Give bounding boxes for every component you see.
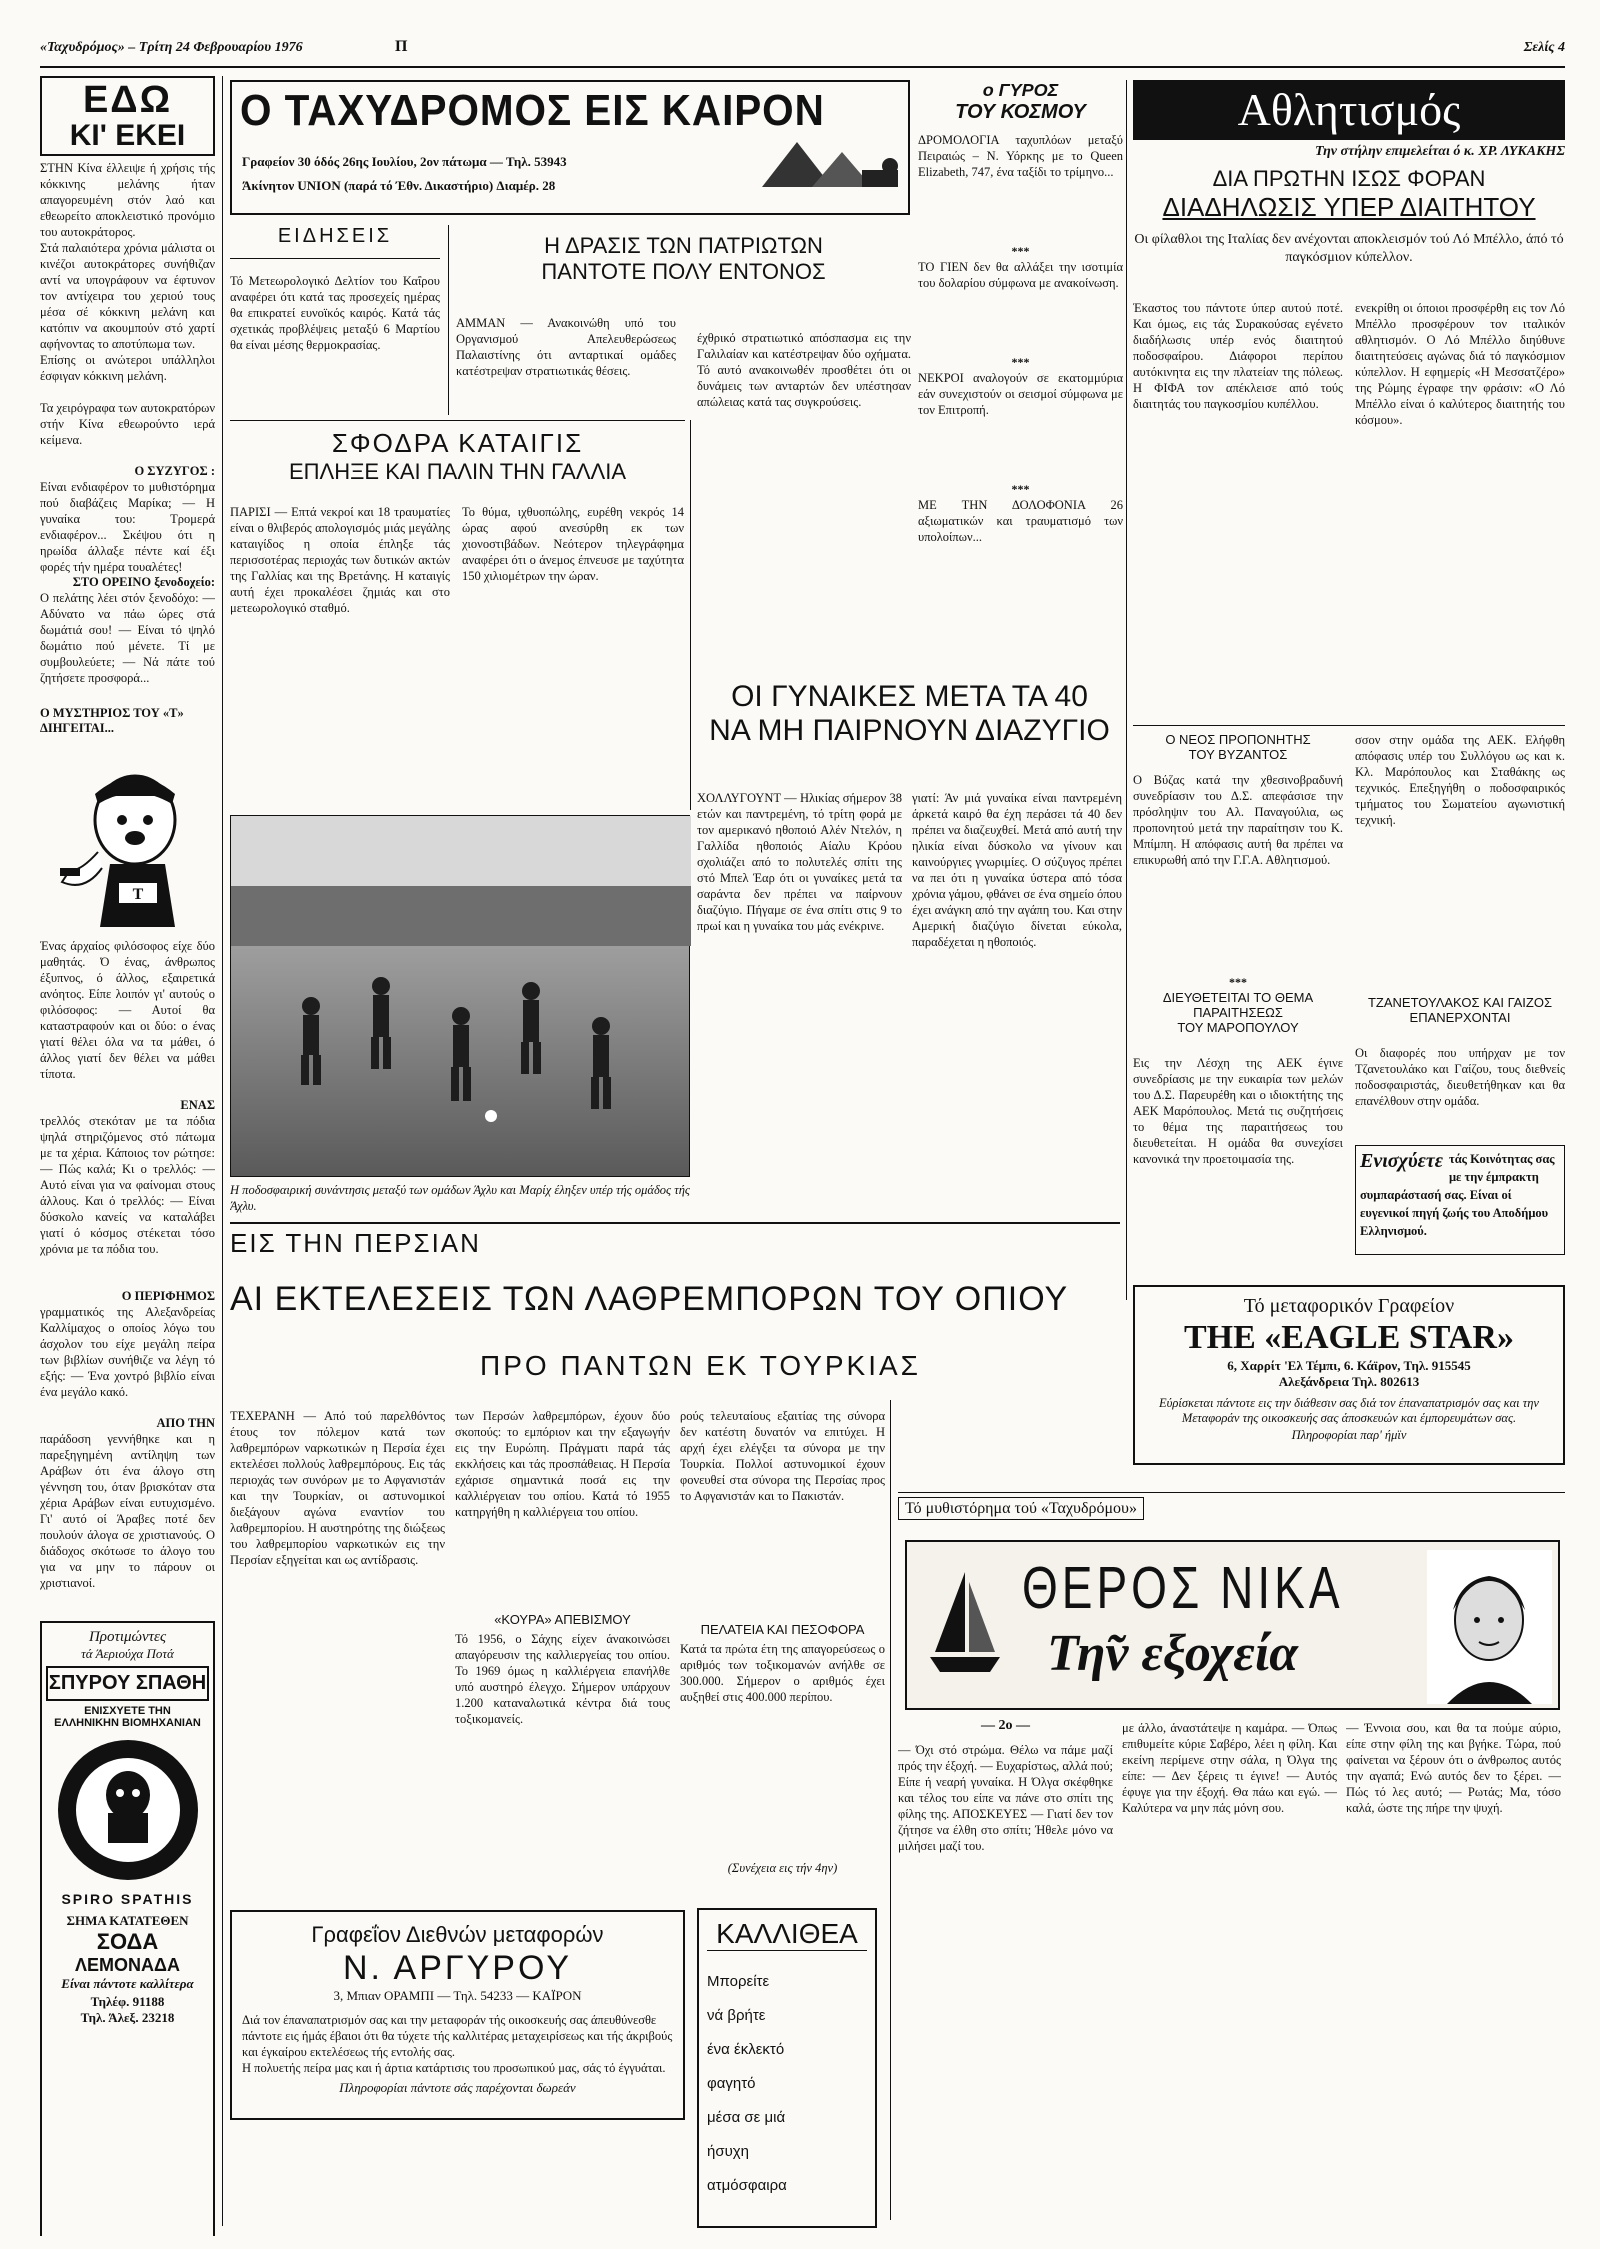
persia-col2 [455,1408,670,1898]
ad-eagle-address: 6, Χαρρίτ 'Ελ Τέμπι, 6. Κάϊρον, Τηλ. 915545 [1227,1358,1471,1373]
persia-sub: ΠΡΟ ΠΑΝΤΩΝ ΕΚ ΤΟΥΡΚΙΑΣ [480,1350,921,1381]
patriots-c2-text: έχθρικό στρατιωτικό απόσπασμα εις την Γαλιλαίαν και κατέστρεψαν δύο οχήματα. Τό αυτό ανακοινωθέν προσθέτει ότι οι δυνάμεις των ανταρτών δεν υπέστησαν απώλειας κατά τας συγκρούσεις. [697,331,911,409]
novel-c2: με άλλο, άναστάτεψε η καμάρα. — Όπως επιθυμείτε κύριε Σαβέρο, λέει η φίλη. Και εκείνη περίμενε στην σάλα, η Όλγα της είπε: — Δεν ξέρεις τι έγινε! — Αυτός έφυγε για την έξοχή. Θα πάω και εγώ. — Καλύτερα να μην πάς μόνη σου. [1122,1721,1337,1815]
persia-head: ΑΙ ΕΚΤΕΛΕΣΕΙΣ ΤΩΝ ΛΑΘΡΕΜΠΟΡΩΝ ΤΟΥ ΟΠΙΟΥ [230,1280,1069,1318]
athletics-c1: Έκαστος του πάντοτε ύπερ αυτού ποτέ. Και όμως, εις τάς Συρακούσας εγένετο διαδήλωσις υπέρ ενός διαιτητού ποδοσφαίρου. Διάφοροι περίπου αυτόκινητα εις την πλατείαν της πόλεως. Η ΦΙΦΑ τον απέκλεισε από τούς διαιτητάς του παγκοσμίου κυπέλλου. [1133,301,1343,411]
ad-argyrou-body: Διά τον έπαναπατρισμόν σας και την μεταφοράν τής οικοσκευής σας άπευθύνεσθε πάντοτε εις ήμάς έβαιοι ότι θα τύχετε τής καλλιτέρας μεταχειρίσεως και τής άκριβούς και έγκαίρου εκτελέσεως τής εντολής σας. [242,2013,673,2059]
sailboat-icon [925,1562,1005,1682]
storm-c2: Το θύμα, ιχθυοπώλης, ευρέθη νεκρός 14 ώρας αφού ανεσύρθη εκ των χιονοστιβάδων. Νεότερον τηλεγράφημα αναφέρει ότι ο άνεμος έπνευσε με ταχύτητα 150 χιλιομέτρων την ώραν. [462,505,684,583]
aek [1133,975,1565,1265]
persia-kicker: ΕΙΣ ΤΗΝ ΠΕΡΣΙΑΝ [230,1228,481,1258]
ad-kallithea-line: μέσα σε μιά [707,2109,786,2126]
ad-kallithea-line: ήσυχη [707,2143,750,2160]
masthead-address2: Άκίνητον UNION (παρά τό Έθν. Δικαστήριο) Διαμέρ. 28 [242,178,556,193]
women-c1: ΧΟΛΛΥΓΟΥΝΤ — Ηλικίας σήμερον 38 ετών και παντρεμένη, τό τρίτη φορά με τον αμερικανό ηθοποιό Αλέν Ντελόν, η Γαλλίδα ηθοποιός Αίαλυ Κρόου σχολιάζει από το πολυτελές σπίτι της στό Μπελ Έαρ ότι οι γυναίκες μετά τα σαράντα δεν πρέπει να παίρνουν διαζύγιο. Πήγαμε σε ένα σπίτι στις 9 το πρωί και η γυναίκα του μάς ενέκρινε. [697,791,902,933]
gyros-p1: ΔΡΟΜΟΛΟΓΙΑ ταχυπλόων μεταξύ Πειραιώς – Ν. Υόρκης με το Queen Elizabeth, 747, ένα ταξίδι το τρίμηνο... [918,133,1123,179]
ad-argyrou [230,1910,685,2120]
aek-head3: ΤΟΥ ΜΑΡΟΠΟΥΛΟΥ [1177,1020,1299,1035]
persia-c2: των Περσών λαθρεμπόρων, έχουν δύο σκοπούς: το εμπόριον και την εξαγωγήν εις την Ευρώπη. Πράγματι παρά τάς εκκλήσεις και τάς προσπάθειας. Η Περσία εχάρισε σημαντικά ποσά εις την καλλιέργειαν του οπίου. Κατά τό 1955 κατηργήθη η καλλιέργεια του οπίου. [455,1409,670,1519]
coach [1133,732,1565,972]
persia-right-rule [890,1400,891,2220]
ad-spathi-product2: ΛΕΜΟΝΑΔΑ [75,1955,180,1975]
persia-c1: ΤΕΧΕΡΑΝΗ — Από τού παρελθόντος έτους τον πόλεμον κατά των λαθρεμπόρων ναρκωτικών η Περσία έχει εκτελέσει πολλούς λαθρεμπόρους. Εις τάς περιοχάς των συνόρων με το Αφγανιστάν και την Τουρκίαν, οι αστυνομικοί διεξάγουν αγώνα εναντίον του λαθρεμπορίου. Η αυστηρότης της διώξεως του λαθρεμπορίου ναρκωτικών εις την Περσίαν εξηγείται και ως αντίδρασις. [230,1409,445,1567]
storm-c1: ΠΑΡΙΣΙ — Επτά νεκροί και 18 τραυματίες είναι ο θλιβερός απολογισμός μιάς μεγάλης καταιγίδος η οποία έπληξε τάς περισσοτέρας περιοχάς των δυτικών ακτών της Γαλλίας και της Βρετάνης. Η καταιγίς αυτή έχει προκαλέσει ζημιάς και στο μετεωρολογικό σταθμό. [230,505,450,615]
aek-sep: *** [1229,975,1247,989]
edo-title-line1: ΕΔΩ [82,79,173,121]
novel-episode: — 2ο — [981,1718,1030,1733]
ad-kallithea-name: ΚΑΛΛΙΘΕΑ [707,1918,867,1951]
edo-p9: γραμματικός της Αλεξανδρείας Καλλίμαχος ο οποίος λόγω του άσχολον του είχε μεγάλη πείρα των βιβλίων συνήθιζε να λέγη τό εξής: — Ένα χοντρό βιβλίο είναι ένα μεγάλο κακό. [40,1305,215,1399]
ad-spathi-phone1: Τηλέφ. 91188 [90,1994,165,2009]
ad-spathi-line4: ΕΛΛΗΝΙΚΗΝ ΒΙΟΜΗΧΑΝΙΑΝ [54,1717,201,1729]
gyros [918,80,1123,650]
edo-p5: Είναι ενδιαφέρον το μυθιστόρημα πού διαβάζεις Μαρίκα; — Η γυναίκα του: Τρομερά ενδιαφέρον... Σκέψου ότι η ηρωίδα άλλαξε πέντε καί έξι φορές τήν ημέρα τουαλέτες! [40,480,215,574]
ad-argyrou-address: 3, Μπιαν ΟΡΑΜΠΙ — Τηλ. 54233 — ΚΑΪΡΟΝ [333,1988,582,2003]
edo-p2: Στά παλαιότερα χρόνια μάλιστα οι κινέζοι αυτοκράτορες συνήθιζαν αντί να υπογράφουν να έφτυνον τον αντίχειρα του χεριού τους μέσα σέ κόκκινη μελάνη και κατόπιν να ακουμπούν στό χαρτί αφήνοντας το αποτύπωμα των. [40,241,215,351]
running-head [40,36,1565,66]
ad-spathi-line5: Είναι πάντοτε καλλίτερα [61,1976,194,1991]
pyramids-sphinx-icon [752,132,902,187]
gyros-p2: ΤΟ ΓΙΕΝ δεν θα αλλάξει την ισοτιμία του δολαρίου σύμφωνα με ανακοίνωση. [918,260,1123,290]
eidiseis [230,225,440,415]
ad-eagle-info: Πληροφορίαι παρ' ήμϊν [1291,1428,1407,1442]
eidiseis-p1: Τό Μετεωρολογικό Δελτίον του Καΐρου αναφέρει ότι κατά τας προσεχείς ημέρας θα επικρατεί ευνοϊκός καιρός. Κατά τάς σχετικάς προβλέψεις μεταξύ 6 Μαρτίου θα είναι μέσης θερμοκρασίας. [230,274,440,352]
masthead-title: Ο ΤΑΧΥΔΡΟΜΟΣ ΕΙΣ ΚΑΙΡΟΝ [240,86,825,135]
women-c2: γιατί: Άν μιά γυναίκα είναι παντρεμένη άρκετά καιρό θα έχη περάσει τά 40 δεν πρέπει να διαζευχθεί. Μετά από αυτή την ηλικία είναι δύσκολο να γίνουν και καινούργιες γνωριμίες. Ο σύζυγος πρέπει να πει ότι η γυναίκα ύστερα από τόσα χρόνια γάμου, φθάνει σε ένα σημείο όπου έχει ανάγκη από την αγάπη του. Και στην Αμερική διαζύγιο δίνεται εύκολα, παραδέχεται η ηθοποιός. [912,791,1122,949]
page-number: Σελίς 4 [1523,40,1565,55]
athletics-head2: ΔΙΑΔΗΛΩΣΙΣ ΥΠΕΡ ΔΙΑΙΤΗΤΟΥ [1162,192,1536,222]
edo-orino-head: ΣΤΟ ΟΡΕΙΝΟ ξενοδοχείο: [72,575,215,589]
postman-mascot-icon [40,742,215,932]
running-head-left: «Ταχυδρόμος» – Τρίτη 24 Φεβρουαρίου 1976 [40,40,303,55]
patriots-c1: ΑΜΜΑΝ — Ανακοινώθη υπό του Οργανισμού Απελευθερώσεως Παλαιστίνης ότι ανταρτικαί ομάδες κατέστρεψαν στρατιωτικάς θέσεις. [456,316,676,378]
woman-portrait-icon [1427,1550,1552,1704]
edo-p6: Ο πελάτης λέει στόν ξενοδόχο: — Αδύνατο να πάω ώρες στά δωμάτιά σου! — Είναι τό ψηλό δωμάτιο πού μένετε. Τί με συμβουλεύετε; — Νά πάτε τού ζητήσετε προσφορά... [40,591,215,685]
ad-kallithea-line: νά βρήτε [707,2007,766,2024]
coach-head2: ΤΟΥ ΒΥΖΑΝΤΟΣ [1188,747,1288,762]
persia-pelatia-head: ΠΕΛΑΤΕΙΑ ΚΑΙ ΠΕΣΟΦΟΡΑ [700,1622,865,1637]
persia-c2b: Τό 1956, ο Σάχης είχεν άνακοινώσει απαγόρευσιν της καλλιεργείας του οπίου. Το 1969 όμως η καλλιέργεια επανήλθε υπό αυστηρό έλεγχο. Σήμερον υπάρχουν 1.200 καταναλωτικά κέντρα διά τους τοξικομανείς. [455,1632,670,1726]
athletics-title-box [1133,80,1565,140]
coach-head1: Ο ΝΕΟΣ ΠΡΟΠΟΝΗΤΗΣ [1165,732,1311,747]
novel-title1: ΘΕΡΟΣ ΝΙΚΑ [1022,1553,1344,1621]
storm-divider [690,420,691,810]
novel-label-text: Τό μυθιστόρημα τού «Ταχυδρόμου» [898,1497,1144,1520]
ad-kallithea-line: ένα έκλεκτό [707,2041,785,2058]
edo-perihimos-head: Ο ΠΕΡΙΦΗΜΟΣ [121,1289,215,1303]
storm-head1: ΣΦΟΔΡΑ ΚΑΤΑΙΓΙΣ [331,428,584,458]
edo-title [40,76,215,156]
athletics-sub: Οι φίλαθλοι της Ιταλίας δεν ανέχονται αποκλεισμόν τού Λό Μπέλλο, άπό τό παγκόσμιον κύπελλον. [1134,232,1564,265]
masthead-address1: Γραφείον 30 όδός 26ης Ιουλίου, 2ον πάτωμα — Τηλ. 53943 [242,154,567,169]
persia-top-rule [230,1222,1120,1224]
persia-c2-head: «ΚΟΥΡΑ» ΑΠΕΒΙΣΜΟΥ [494,1612,631,1627]
masthead-lower-rule [230,420,685,421]
novel-top-rule [898,1492,1565,1493]
aek-c1: Εις την Λέσχη της ΑΕΚ έγινε συνεδρίασις με την ευκαιρία των μελών του Δ.Σ. Παρευρέθη και ο ιδιοκτήτης της ΑΕΚ Μαρόπουλος. Μετά τις συζητήσεις το θέμα της παραιτήσεως του διευθετείται. Η ομάδα θα συνεχίσει κανονικά την προετοιμασία της. [1133,1056,1343,1166]
ad-spathi-logo-text: SPIRO SPATHIS [61,1891,194,1907]
ad-spathi-mark: ΣΗΜΑ ΚΑΤΑΤΕΘΕΝ [66,1913,189,1928]
patriots-head1: Η ΔΡΑΣΙΣ ΤΩΝ ΠΑΤΡΙΩΤΩΝ [544,233,823,258]
coach-c1: Ο Βύζας κατά την χθεσινοβραδυνή συνεδρίασιν του Δ.Σ. απεφάσισε την πρόσληψιν του Αλ. Παναγούλια, ως προπονητού μετά την παραίτησιν του Κ. Μπίμπη. Η απόφασις αυτή θα πρέπει να επικυρωθή από την Γ.Γ.Α. Αθλητισμού. [1133,773,1343,867]
novel-title2: Τη̃ν εξοχεία [1047,1625,1298,1682]
ad-spathi [40,1621,215,2236]
ad-kallithea-line: Μπορείτε [707,1973,770,1990]
eidiseis-head: ΕΙΔΗΣΕΙΣ [230,225,440,259]
persia-col3 [680,1408,885,1898]
ad-spathi-line3: ΕΝΙΣΧΥΕΤΕ ΤΗΝ [84,1705,171,1717]
gyros-sep3: *** [1011,482,1030,496]
novel-label [898,1500,1144,1518]
gyros-sep2: *** [1011,355,1030,369]
women-head1: ΟΙ ΓΥΝΑΙΚΕΣ ΜΕΤΑ ΤΑ 40 [731,680,1088,713]
persia-cont: (Συνέχεια εις τήν 4ην) [727,1861,838,1875]
edo-spouse-head: Ο ΣΥΖΥΓΟΣ : [134,464,215,478]
ad-argyrou-line1: Γραφεΐον Διεθνών μεταφορών [311,1922,604,1947]
edo-p1: ΣΤΗΝ Κίνα έλλειψε ή χρήσις τής κόκκινης μελάνης ήταν απαγορευμένη στόν λαό και εθεωρείτο αποκλειστικό προνόμιο του αυτοκράτορος. [40,161,215,239]
coach-c2: σσον στην ομάδα της ΑΕΚ. Ελήφθη απόφασις υπέρ του Συλλόγου ως και κ. Κλ. Μαρόπουλος και Σταθάκης ως τεχνικός. Επεξηγήθη ο ποδοσφαιρικός τμήματος του Σωματείου αγωνιστική τεχνική. [1355,733,1565,827]
storm-head2: ΕΠΛΗΞΕ ΚΑΙ ΠΑΛΙΝ ΤΗΝ ΓΑΛΛΙΑ [288,459,627,484]
novel-c1: — Όχι στό στρώμα. Θέλω να πάμε μαζί πρός την έξοχή. — Ευχαρίστως, αλλά πού; Είπε ή νεαρή γυναίκα. Η Όλγα σκέφθηκε και τέλος του είπε να πάνε στο σπίτι της φίλης της. ΑΠΟΣΚΕΥΕΣ — Γιατί δεν τον ζήτησε να έλθη στο σπίτι; Ήθελε μόνο να μιλήσει μαζί του. [898,1743,1113,1853]
ad-spathi-phone2: Τηλ. Άλεξ. 23218 [80,2010,175,2025]
ad-kallithea [697,1908,877,2228]
ad-eagle-body: Εύρίσκεται πάντοτε εις την διάθεσιν σας διά τον έπαναπατρισμόν σας και την Μεταφοράν της οικοσκευής σας άποσκευών και έμπορευμάτων σας. [1159,1396,1539,1425]
aek-support-box [1355,1145,1565,1255]
aek-head2: ΠΑΡΑΙΤΗΣΕΩΣ [1193,1005,1283,1020]
aek-head1: ΔΙΕΥΘΕΤΕΙΤΑΙ ΤΟ ΘΕΜΑ [1162,990,1314,1005]
edo-title-line2: ΚΙ' ΕΚΕΙ [69,119,186,152]
gyros-sep1: *** [1011,244,1030,258]
soda-bottle-logo-icon [53,1735,203,1885]
women-head2: ΝΑ ΜΗ ΠΑΙΡΝΟΥΝ ΔΙΑΖΥΓΙΟ [709,714,1110,747]
ad-kallithea-lines [707,1965,867,2203]
athletics-title: Αθλητισμός [1237,84,1461,135]
edo-enas-head: ΕΝΑΣ [180,1098,215,1112]
football-photo [230,815,690,1177]
ad-spathi-line1: Προτιμώντες [88,1629,167,1645]
aek-head4: ΤΖΑΝΕΤΟΥΛΑΚΟΣ ΚΑΙ ΓΑΙΖΟΣ ΕΠΑΝΕΡΧΟΝΤΑΙ [1367,995,1552,1025]
top-rule [40,66,1565,68]
ad-kallithea-line: ατμόσφαιρα [707,2177,787,2194]
svg-text:Τ: Τ [132,886,144,903]
athletics-editor: Την στήλην επιμελείται ό κ. ΧΡ. ΛΥΚΑΚΗΣ [1315,144,1565,159]
ad-spathi-line2: τά Άεριούχα Ποτά [81,1646,174,1661]
ad-eagle-address2: Αλεξάνδρεια Τηλ. 802613 [1278,1374,1420,1389]
patriots-head2: ΠΑΝΤΟΤΕ ΠΟΛΥ ΕΝΤΟΝΟΣ [541,259,826,284]
persia-c3: ρούς τελευταίους εξαιτίας της σύνορα δεν κατέστη δυνατόν να επιτύχει. Η αρχή έχει ελέγξει τα σύνορα με την Τουρκία. Πολλοί αστυνομικοί έχουν φονευθεί στα σύνορα της Περσίας προς το Αφγανιστάν και το Πακιστάν. [680,1409,885,1503]
ad-argyrou-info: Πληροφορίαι πάντοτε σάς παρέχονται δωρεάν [339,2080,576,2095]
edo-column [40,76,215,2236]
masthead [230,80,910,215]
running-head-mark: Π [395,38,408,55]
athletics-rule [1133,725,1565,726]
edo-p8: τρελλός στεκόταν με τα πόδια ψηλά στηριζόμενος στό πάτωμα με τα χέρια. Κάποιος τον ρώτησε: — Πώς καλά; Κι ο τρελλός: — Αυτό είναι για να φαίνομαι στους άλλους. Και ό τρελλός: — Είναι δύσκολο κανείς να καταλάβει γιατί ό κόσμος στέκεται τόσο χρόνια με τα πόδια του. [40,1114,215,1256]
aek-c2: Οι διαφορές που υπήρχαν με τον Τζανετουλάκο και Γαίζου, τους διεθνείς ποδοσφαιριστάς, διευθετήθηκαν και θα επανέλθουν στην ομάδα. [1355,1046,1565,1108]
athletics-c2: ενεκρίθη οι όποιοι προσφέρθη εις τον Λό Μπέλλο προσφέρουν τον ιταλικόν αθλητισμόν. Ο Λό Μπέλλο διηύθυνε διαιτητεύσεις αγώνας διά τό παγκόσμιον κύπελλον. Η εφημερίς «Η Μεσσατζέρο» της Ρώμης έγραφε την φράσιν: «Ο Λό Μπέλλο είναι ό καλύτερος διαιτητής του κόσμου». [1355,301,1565,427]
edo-p10: παράδοση γεννήθηκε και η παρεξηγημένη αντίληψη των Αράβων ότι ένα άλογο στη γέννηση του, όταν βρισκόταν στα χέρια Αράβων είναι ευτυχισμένο. Γι' αυτό οί Άραβες ποτέ δεν πουλούν άλογα σε χριστιανούς. Ο διάδοχος σκότωσε το άλογο του για να μην το πάρουν οι χριστιανοί. [40,1432,215,1590]
women [697,680,1122,1300]
gyros-divider [1126,80,1127,1300]
ad-eagle-star [1133,1285,1565,1465]
novel-title-box [905,1540,1560,1710]
athletics-head1: ΔΙΑ ΠΡΩΤΗΝ ΙΣΩΣ ΦΟΡΑΝ [1212,166,1486,191]
edo-p3: Επίσης οι ανώτεροι υπάλληλοι έσφιγαν κόκκινη μελάνη. [40,353,215,383]
col1-divider [222,76,223,2226]
gyros-title2: ΤΟΥ ΚΟΣΜΟΥ [955,101,1086,123]
ad-eagle-name: THE «EAGLE STAR» [1183,1319,1514,1356]
edo-p4: Τα χειρόγραφα των αυτοκρατόρων στήν Κίνα εθεωρούντο ιερά κείμενα. [40,401,215,447]
aek-c3: τάς Κοινότητας σας με την έμπρακτη συμπαράστασή σας. Είναι οί ευγενικοί πηγή ζωής του Αποδήμου Ελληνισμού. [1360,1152,1555,1238]
novel-c3: — Έννοια σου, και θα τα πούμε αύριο, είπε στην φίλη της και βγήκε. Τώρα, πού φαίνεται να ξέρουν ότι ο άνθρωπος αυτός την αγαπά; Ενώ αυτός δεν το ξέρει. — Πώς τό λες αυτό; — Ρωτάς; Μα, τόσο καλά, ώστε της πήρε την ψυχή. [1346,1721,1561,1815]
ad-argyrou-name: Ν. ΑΡΓΥΡΟΥ [342,1949,573,1987]
edo-apo-head: ΑΠΟ ΤΗΝ [156,1416,215,1430]
edo-p7: Ένας άρχαίος φιλόσοφος είχε δύο μαθητάς. Ό ένας, άνθρωπος έξυπνος, ό άλλος, εξαιρετικά ανόητος. Είπε λοιπόν γι' αυτούς ο φιλόσοφος: — Αυτοί θα καταστραφούν και οι δύο: ο ένας γιατί θέλει όλα να τα μάθει, ό άλλος γιατί δεν θέλει να μάθει τίποτα. [40,939,215,1081]
gyros-p3: ΝΕΚΡΟΙ αναλογούν σε εκατομμύρια εάν συνεχιστούν οι σεισμοί σύμφωνα με τον Επιτροπή. [918,371,1123,417]
ad-spathi-product1: ΣΟΔΑ [96,1929,159,1954]
ad-kallithea-line: φαγητό [707,2075,756,2092]
athletics [1133,80,1565,720]
gyros-title [918,80,1123,124]
photo-caption: Η ποδοσφαιρική συνάντησις μεταξύ των ομάδων Άχλυ και Μαρίχ έληξεν υπέρ τής ομάδος τής Άχλυ. [230,1183,690,1213]
ad-argyrou-body2: Η πολυετής πείρα μας και ή άρτια κατάρτισις του προσωπικού μας, σάς τό έγγυάται. [242,2061,666,2075]
eidiseis-divider [448,225,449,415]
gyros-title1: ο ΓΥΡΟΣ [982,80,1059,100]
ad-spathi-name: ΣΠΥΡΟΥ ΣΠΑΘΗ [46,1666,209,1701]
edo-mystery-head: Ο ΜΥΣΤΗΡΙΟΣ ΤΟΥ «Τ» ΔΙΗΓΕΙΤΑΙ... [40,706,184,735]
aek-support-word: Ενισχύετε [1360,1150,1443,1172]
storm [230,428,685,788]
gyros-p4: ΜΕ ΤΗΝ ΔΟΛΟΦΟΝΙΑ 26 αξιωματικών και τραυματισμό των υπολοίπων... [918,498,1123,544]
persia-c3b: Κατά τα πρώτα έτη της απαγορεύσεως ο αριθμός των τοξικομανών ανήλθε σε 300.000. Σήμερον ο αριθμός έχει αυξηθεί στις 400.000 περίπου. [680,1642,885,1704]
ad-eagle-line1: Τό μεταφορικόν Γραφείον [1243,1295,1455,1317]
